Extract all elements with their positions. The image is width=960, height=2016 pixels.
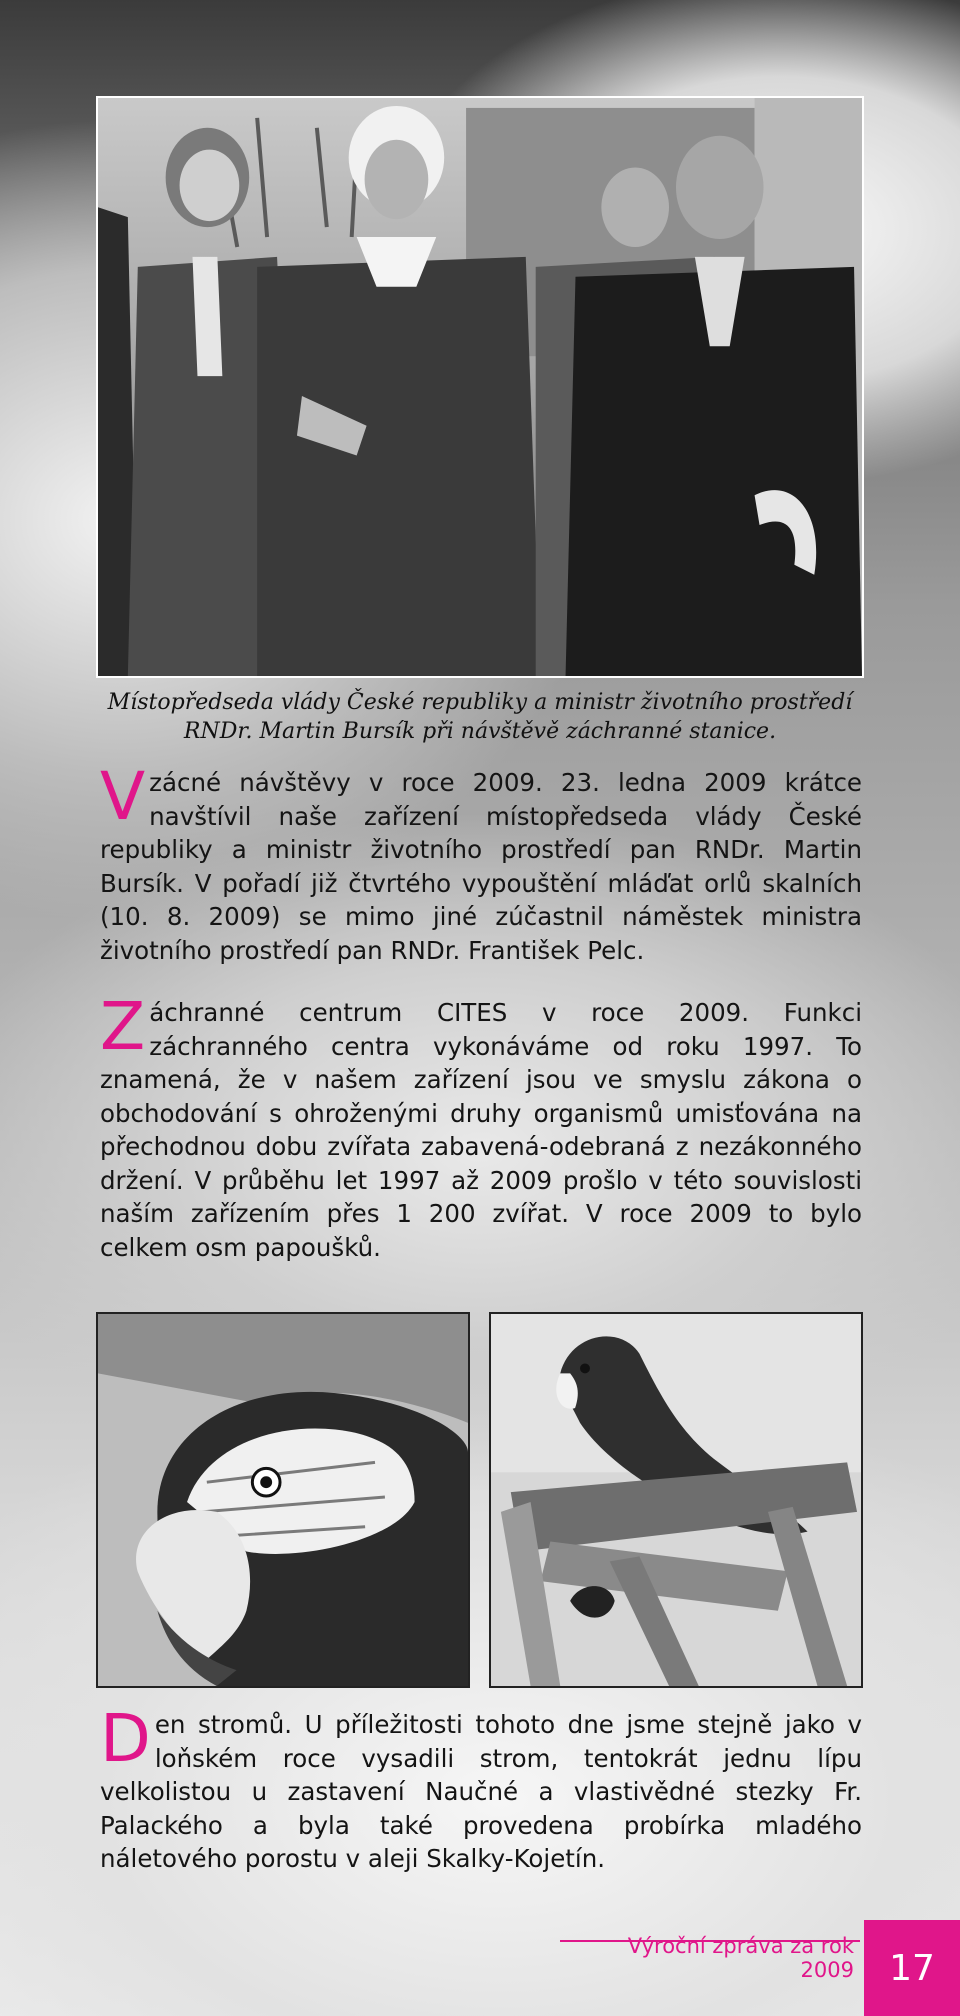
photo-parrot-perch-image bbox=[491, 1314, 861, 1686]
caption-line-2: RNDr. Martin Bursík při návštěvě záchranné stanice. bbox=[183, 719, 777, 744]
paragraph-cites-center bbox=[100, 988, 862, 1264]
drop-cap: D bbox=[100, 1700, 151, 1777]
photo-parrot-closeup bbox=[96, 1312, 470, 1688]
paragraph-text: en stromů. U příležitosti tohoto dne jsme stejně jako v loňském roce vysadili strom, tentokrát jednu lípu velkolistou u zastavení Naučné a vlastivědné stezky Fr. Palackého a byla také provedena probírka mladého náletového porostu v aleji Skalky-Kojetín. bbox=[100, 1710, 862, 1873]
page-number: 17 bbox=[889, 1947, 935, 1989]
footer-title: Výroční zpráva za rok 2009 bbox=[627, 1934, 854, 1982]
photo-parrot-closeup-image bbox=[98, 1314, 468, 1686]
drop-cap: V bbox=[100, 758, 146, 835]
photo-caption bbox=[80, 688, 880, 746]
drop-cap: Z bbox=[100, 988, 146, 1065]
paragraph-tree-day bbox=[100, 1700, 862, 1876]
caption-line-1: Místopředseda vlády České republiky a ministr životního prostředí bbox=[107, 690, 853, 715]
paragraph-visits bbox=[100, 758, 862, 967]
photo-officials-visit-image bbox=[98, 98, 862, 676]
photo-officials-visit bbox=[96, 96, 864, 678]
photo-parrot-perch bbox=[489, 1312, 863, 1688]
paragraph-text: áchranné centrum CITES v roce 2009. Funkci záchranného centra vykonáváme od roku 1997. To znamená, že v našem zařízení jsou ve smyslu zákona o obchodování s ohroženými druhy organismů umisťována na přechodnou dobu zvířata zabavená-odebraná z nezákonného držení. V průběhu let 1997 až 2009 prošlo v této souvislosti naším zařízením přes 1 200 zvířat. V roce 2009 to bylo celkem osm papoušků. bbox=[100, 998, 862, 1262]
page-number-box bbox=[864, 1920, 960, 2016]
paragraph-text: zácné návštěvy v roce 2009. 23. ledna 2009 krátce navštívil naše zařízení místopředseda vlády České republiky a ministr životního prostředí pan RNDr. Martin Bursík. V pořadí již čtvrtého vypouštění mláďat orlů skalních (10. 8. 2009) se mimo jiné zúčastnil náměstek ministra životního prostředí pan RNDr. František Pelc. bbox=[100, 768, 862, 965]
